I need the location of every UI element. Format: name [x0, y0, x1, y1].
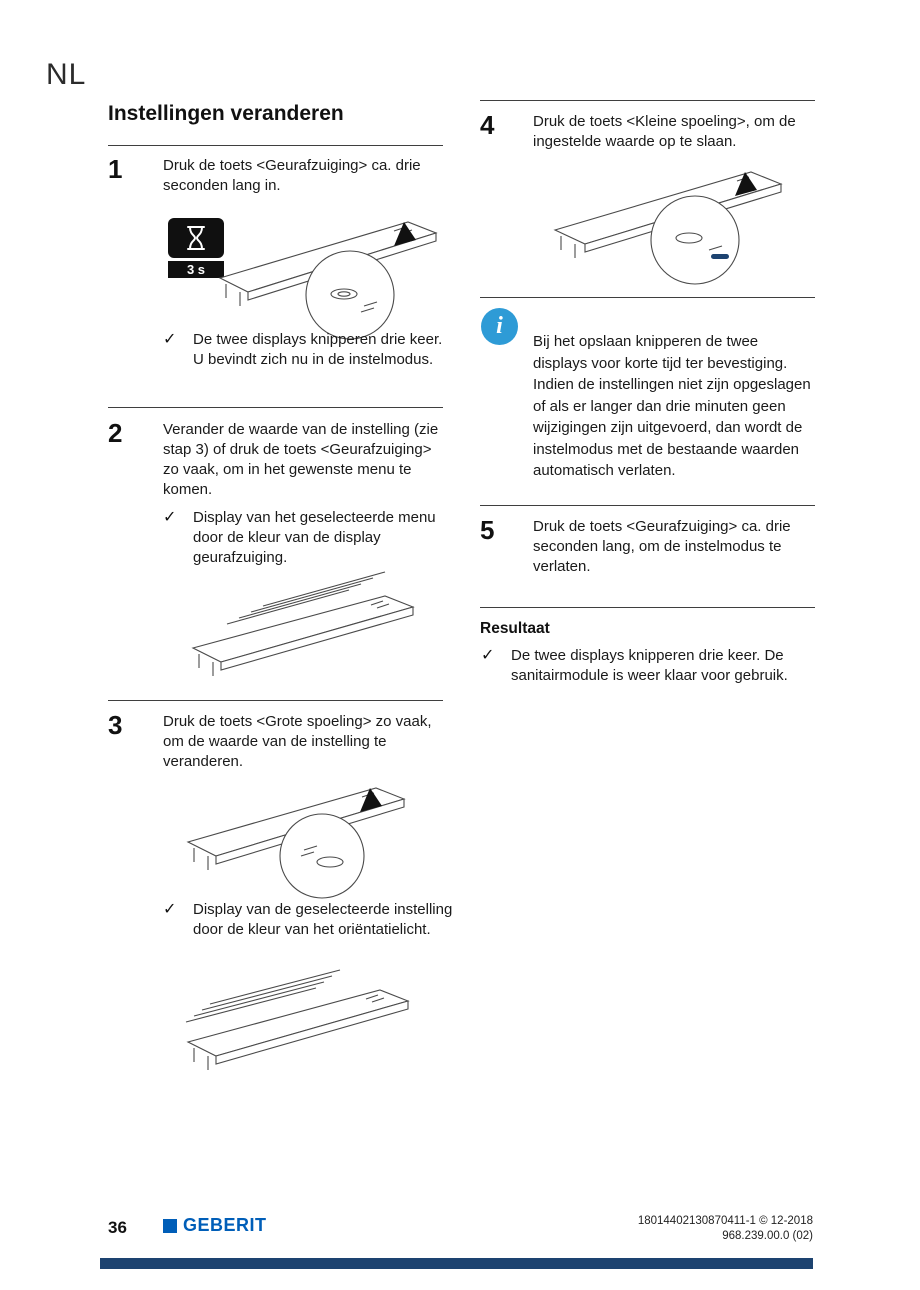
step-2-instruction: Verander de waarde van de instelling (zie stap 3) of druk de toets <Geurafzuiging> zo vaak, om in het gewenste menu te komen.	[163, 421, 439, 498]
step-2-header	[108, 420, 443, 500]
step-5-header	[480, 517, 815, 577]
step-1-illustration	[212, 200, 462, 345]
step-4-number: 4	[480, 110, 495, 140]
divider	[480, 100, 815, 101]
step-1-result	[163, 330, 448, 370]
result-text: De twee displays knipperen drie keer. De sanitairmodule is weer klaar voor gebruik.	[511, 647, 788, 684]
step-1-result-text: De twee displays knipperen drie keer. U bevindt zich nu in de instelmodus.	[193, 331, 443, 368]
divider	[108, 700, 443, 701]
check-icon: ✓	[163, 509, 177, 526]
document-reference	[480, 1214, 813, 1244]
check-icon: ✓	[163, 331, 177, 348]
document-reference-line2: 968.239.00.0 (02)	[722, 1230, 813, 1242]
step-2-illustration	[185, 568, 435, 690]
page-number: 36	[108, 1218, 127, 1237]
step-2-number: 2	[108, 418, 123, 448]
result-heading: Resultaat	[480, 620, 550, 637]
step-1-number: 1	[108, 154, 123, 184]
info-icon-glyph: i	[496, 313, 503, 339]
step-3-result-text: Display van de geselecteerde instelling door de kleur van het oriëntatielicht.	[193, 901, 453, 938]
step-3-illustration-detail	[180, 772, 430, 902]
step-5-number: 5	[480, 515, 495, 545]
step-1-instruction: Druk de toets <Geurafzuiging> ca. drie seconden lang in.	[163, 157, 421, 194]
step-1-header	[108, 156, 443, 196]
step-3-result	[163, 900, 453, 940]
timer-duration-label: 3 s	[168, 261, 224, 278]
divider	[108, 407, 443, 408]
step-3-header	[108, 712, 443, 772]
language-tag: NL	[46, 58, 87, 91]
step-4-instruction: Druk de toets <Kleine spoeling>, om de ingestelde waarde op te slaan.	[533, 113, 796, 150]
geberit-logo-square-icon	[163, 1219, 177, 1233]
step-2-result	[163, 508, 448, 568]
step-4-header	[480, 112, 815, 152]
divider	[480, 505, 815, 506]
step-3-instruction: Druk de toets <Grote spoeling> zo vaak, om de waarde van de instelling te veranderen.	[163, 713, 432, 770]
step-3-number: 3	[108, 710, 123, 740]
step-2-result-text: Display van het geselecteerde menu door de kleur van de display geurafzuiging.	[193, 509, 436, 566]
geberit-logo	[163, 1215, 267, 1236]
info-icon	[481, 308, 518, 345]
footer-accent-bar	[100, 1258, 813, 1269]
step-4-illustration	[545, 158, 805, 298]
step-5-instruction: Druk de toets <Geurafzuiging> ca. drie seconden lang, om de instelmodus te verlaten.	[533, 518, 791, 575]
result-item	[481, 646, 815, 686]
divider	[108, 145, 443, 146]
check-icon: ✓	[163, 901, 177, 918]
document-reference-line1: 18014402130870411-1 © 12-2018	[637, 1215, 813, 1227]
divider	[480, 607, 815, 608]
geberit-logo-text: GEBERIT	[183, 1215, 267, 1235]
info-note-text: Bij het opslaan knipperen de twee displays voor korte tijd ter bevestiging. Indien de instellingen niet zijn opgeslagen of als er langer dan drie minuten geen wijzigingen zijn uitgevoerd, dan wordt de instelmodus met de bestaande waarden automatisch verlaten.	[533, 333, 811, 479]
step-3-illustration-lights	[180, 968, 430, 1083]
check-icon: ✓	[481, 647, 495, 664]
divider	[480, 297, 815, 298]
page-title: Instellingen veranderen	[108, 102, 344, 125]
